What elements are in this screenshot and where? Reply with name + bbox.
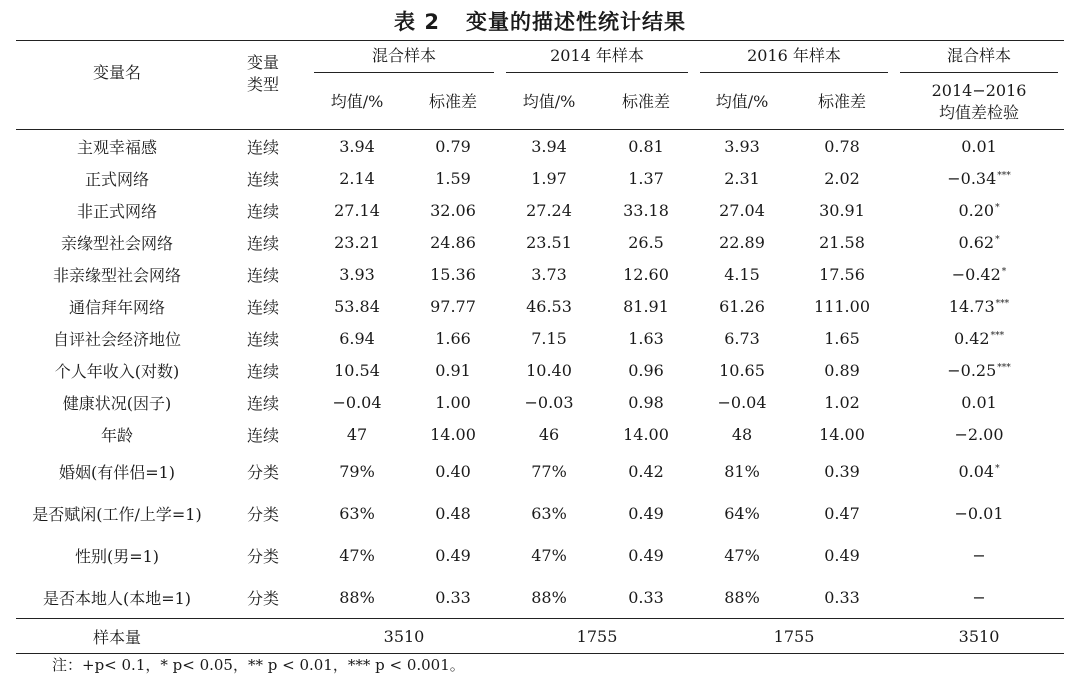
sd-cell: 24.86 [430, 232, 476, 252]
mean-cell: 47% [531, 545, 567, 565]
mean-cell: 10.65 [719, 360, 765, 380]
sd-cell: 15.36 [430, 264, 476, 284]
sd-cell: 0.81 [628, 136, 664, 156]
variable-type-cell: 连续 [246, 361, 279, 381]
sd-cell: 0.42 [628, 461, 664, 481]
mean-diff-test-cell [894, 450, 1064, 492]
mean-cell: 79% [339, 461, 375, 481]
sd-cell: 0.49 [824, 545, 860, 565]
sd-cell: 1.63 [628, 328, 664, 348]
header-var-type-line2: 类型 [246, 75, 279, 94]
table-row [16, 322, 1064, 354]
mean-diff-test-cell [894, 492, 1064, 534]
footer-n-test: 3510 [894, 619, 1064, 654]
table-row [16, 162, 1064, 194]
mean-diff-test-cell [894, 534, 1064, 576]
significance-stars: * [995, 463, 1000, 474]
sd-cell: 0.78 [824, 136, 860, 156]
table-row [16, 418, 1064, 450]
variable-name-cell: 是否赋闲(工作/上学=1) [32, 504, 202, 524]
sd-cell: 0.96 [628, 360, 664, 380]
mean-cell: 3.93 [339, 264, 375, 284]
mean-cell: −0.04 [332, 392, 382, 412]
sd-cell: 1.66 [435, 328, 471, 348]
mean-cell: 23.21 [334, 232, 380, 252]
mean-cell: 1.97 [531, 168, 567, 188]
header-group-2014 [500, 41, 694, 76]
variable-type-cell: 分类 [246, 462, 279, 482]
sd-cell: 0.33 [824, 587, 860, 607]
mean-cell: −0.04 [717, 392, 767, 412]
sd-cell: 17.56 [819, 264, 865, 284]
header-test [894, 75, 1064, 130]
variable-type-cell: 连续 [246, 425, 279, 445]
mean-cell: 27.14 [334, 200, 380, 220]
mean-cell: 64% [724, 503, 760, 523]
table-note: 注：+p< 0.1，* p< 0.05，** p < 0.01，*** p < 0.001。 [52, 656, 465, 674]
variable-name-cell: 亲缘型社会网络 [60, 233, 173, 253]
mean-diff-test-cell [894, 354, 1064, 386]
test-value: 0.20 [958, 200, 995, 220]
mean-cell: 7.15 [531, 328, 567, 348]
variable-name-cell: 是否本地人(本地=1) [42, 588, 192, 608]
header-sd: 标准差 [790, 75, 894, 130]
footer-empty [218, 619, 308, 654]
test-value: −0.01 [954, 503, 1004, 523]
mean-diff-test-cell [894, 576, 1064, 619]
mean-cell: 10.40 [526, 360, 572, 380]
header-group-pooled-label: 混合样本 [314, 43, 494, 73]
sd-cell: 1.37 [628, 168, 664, 188]
sd-cell: 30.91 [819, 200, 865, 220]
sd-cell: 1.59 [435, 168, 471, 188]
test-value: 0.04 [958, 461, 995, 481]
variable-type-cell: 连续 [246, 201, 279, 221]
variable-name-cell: 婚姻(有伴侣=1) [58, 462, 176, 482]
mean-cell: 3.94 [531, 136, 567, 156]
sd-cell: 1.65 [824, 328, 860, 348]
footer-n-2016: 1755 [694, 619, 894, 654]
test-value: − [972, 545, 986, 565]
sd-cell: 0.33 [435, 587, 471, 607]
header-mean: 均值/% [500, 75, 598, 130]
variable-type-cell: 连续 [246, 265, 279, 285]
sd-cell: 97.77 [430, 296, 476, 316]
mean-cell: 27.04 [719, 200, 765, 220]
mean-cell: 47% [339, 545, 375, 565]
header-mean: 均值/% [694, 75, 790, 130]
mean-cell: 88% [531, 587, 567, 607]
sd-cell: 0.89 [824, 360, 860, 380]
header-sd: 标准差 [598, 75, 694, 130]
mean-cell: 46.53 [526, 296, 572, 316]
sd-cell: 33.18 [623, 200, 669, 220]
table-row [16, 226, 1064, 258]
sd-cell: 32.06 [430, 200, 476, 220]
table-row [16, 130, 1064, 163]
mean-cell: 22.89 [719, 232, 765, 252]
sd-cell: 1.00 [435, 392, 471, 412]
test-value: 14.73 [948, 296, 995, 316]
header-group-2016-label: 2016 年样本 [700, 43, 888, 73]
sd-cell: 0.49 [435, 545, 471, 565]
table-caption: 变量的描述性统计结果 [465, 10, 686, 34]
table-row [16, 194, 1064, 226]
mean-cell: 77% [531, 461, 567, 481]
mean-diff-test-cell [894, 194, 1064, 226]
table-row [16, 290, 1064, 322]
footer-label: 样本量 [16, 619, 218, 654]
variable-name-cell: 非亲缘型社会网络 [52, 265, 181, 285]
variable-name-cell: 年龄 [100, 425, 133, 445]
variable-type-cell: 连续 [246, 233, 279, 253]
sd-cell: 0.48 [435, 503, 471, 523]
header-sd: 标准差 [406, 75, 500, 130]
sd-cell: 2.02 [824, 168, 860, 188]
mean-diff-test-cell [894, 226, 1064, 258]
sd-cell: 0.40 [435, 461, 471, 481]
mean-cell: 63% [339, 503, 375, 523]
significance-stars: *** [997, 170, 1011, 181]
sd-cell: 14.00 [623, 424, 669, 444]
significance-stars: * [995, 202, 1000, 213]
header-var-type [218, 41, 308, 130]
table-row [16, 576, 1064, 619]
test-value: − [972, 587, 986, 607]
mean-cell: 47 [346, 424, 368, 444]
variable-type-cell: 分类 [246, 504, 279, 524]
mean-diff-test-cell [894, 130, 1064, 163]
test-value: 0.01 [961, 392, 997, 412]
sd-cell: 0.98 [628, 392, 664, 412]
variable-type-cell: 分类 [246, 588, 279, 608]
mean-cell: 10.54 [334, 360, 380, 380]
variable-name-cell: 通信拜年网络 [68, 297, 165, 317]
sd-cell: 0.49 [628, 503, 664, 523]
mean-cell: 3.93 [724, 136, 760, 156]
mean-diff-test-cell [894, 322, 1064, 354]
significance-stars: *** [990, 330, 1005, 341]
table-row [16, 386, 1064, 418]
test-value: −2.00 [954, 424, 1004, 444]
significance-stars: * [995, 234, 1000, 245]
footer-n-2014: 1755 [500, 619, 694, 654]
table-row [16, 534, 1064, 576]
variable-name-cell: 主观幸福感 [76, 137, 157, 157]
mean-cell: 81% [724, 461, 760, 481]
header-var-type-line1: 变量 [246, 53, 279, 72]
header-group-test [894, 41, 1064, 76]
test-value: 0.01 [961, 136, 997, 156]
test-value: −0.42 [951, 264, 1001, 284]
test-value: 0.42 [953, 328, 990, 348]
table-body [16, 130, 1064, 619]
footer-n-pooled: 3510 [308, 619, 500, 654]
test-value: −0.25 [947, 360, 997, 380]
sd-cell: 0.47 [824, 503, 860, 523]
mean-cell: 2.14 [339, 168, 375, 188]
header-test-line2: 均值差检验 [939, 103, 1020, 122]
table-title [0, 6, 1080, 36]
mean-cell: 53.84 [334, 296, 380, 316]
header-test-line1: 2014−2016 [931, 81, 1027, 100]
mean-cell: 46 [538, 424, 560, 444]
table-row [16, 258, 1064, 290]
test-value: −0.34 [947, 168, 997, 188]
variable-type-cell: 连续 [246, 169, 279, 189]
mean-cell: 6.94 [339, 328, 375, 348]
mean-diff-test-cell [894, 290, 1064, 322]
header-group-test-label: 混合样本 [900, 43, 1058, 73]
sd-cell: 0.33 [628, 587, 664, 607]
header-mean: 均值/% [308, 75, 406, 130]
mean-cell: 48 [731, 424, 753, 444]
sd-cell: 26.5 [628, 232, 664, 252]
sd-cell: 14.00 [430, 424, 476, 444]
variable-type-cell: 分类 [246, 546, 279, 566]
variable-name-cell: 自评社会经济地位 [52, 329, 181, 349]
significance-stars: * [1001, 266, 1007, 277]
header-group-pooled [308, 41, 500, 76]
sd-cell: 0.49 [628, 545, 664, 565]
sd-cell: 21.58 [819, 232, 865, 252]
table-number: 表 2 [394, 10, 440, 34]
mean-cell: 27.24 [526, 200, 572, 220]
sd-cell: 1.02 [824, 392, 860, 412]
variable-type-cell: 连续 [246, 297, 279, 317]
sd-cell: 0.91 [435, 360, 471, 380]
mean-diff-test-cell [894, 258, 1064, 290]
mean-cell: 61.26 [719, 296, 765, 316]
header-group-2014-label: 2014 年样本 [506, 43, 688, 73]
mean-cell: 2.31 [724, 168, 760, 188]
variable-name-cell: 健康状况(因子) [62, 393, 172, 413]
sd-cell: 0.39 [824, 461, 860, 481]
variable-name-cell: 性别(男=1) [74, 546, 160, 566]
mean-cell: 47% [724, 545, 760, 565]
header-group-2016 [694, 41, 894, 76]
mean-cell: 88% [339, 587, 375, 607]
table-row [16, 354, 1064, 386]
statistics-table [16, 40, 1064, 654]
sd-cell: 0.79 [435, 136, 471, 156]
variable-type-cell: 连续 [246, 393, 279, 413]
variable-name-cell: 个人年收入(对数) [54, 361, 180, 381]
variable-type-cell: 连续 [246, 137, 279, 157]
mean-cell: −0.03 [524, 392, 574, 412]
mean-cell: 3.94 [339, 136, 375, 156]
mean-cell: 4.15 [724, 264, 760, 284]
significance-stars: *** [997, 362, 1011, 373]
table-row [16, 492, 1064, 534]
header-var-name: 变量名 [16, 41, 218, 130]
variable-name-cell: 正式网络 [84, 169, 149, 189]
mean-cell: 23.51 [526, 232, 572, 252]
table-row [16, 450, 1064, 492]
sd-cell: 111.00 [814, 296, 870, 316]
mean-cell: 88% [724, 587, 760, 607]
mean-diff-test-cell [894, 162, 1064, 194]
variable-name-cell: 非正式网络 [76, 201, 157, 221]
mean-cell: 63% [531, 503, 567, 523]
test-value: 0.62 [958, 232, 995, 252]
significance-stars: *** [995, 298, 1010, 309]
mean-diff-test-cell [894, 418, 1064, 450]
sd-cell: 81.91 [623, 296, 669, 316]
variable-type-cell: 连续 [246, 329, 279, 349]
sd-cell: 14.00 [819, 424, 865, 444]
mean-diff-test-cell [894, 386, 1064, 418]
mean-cell: 3.73 [531, 264, 567, 284]
mean-cell: 6.73 [724, 328, 760, 348]
sd-cell: 12.60 [623, 264, 669, 284]
